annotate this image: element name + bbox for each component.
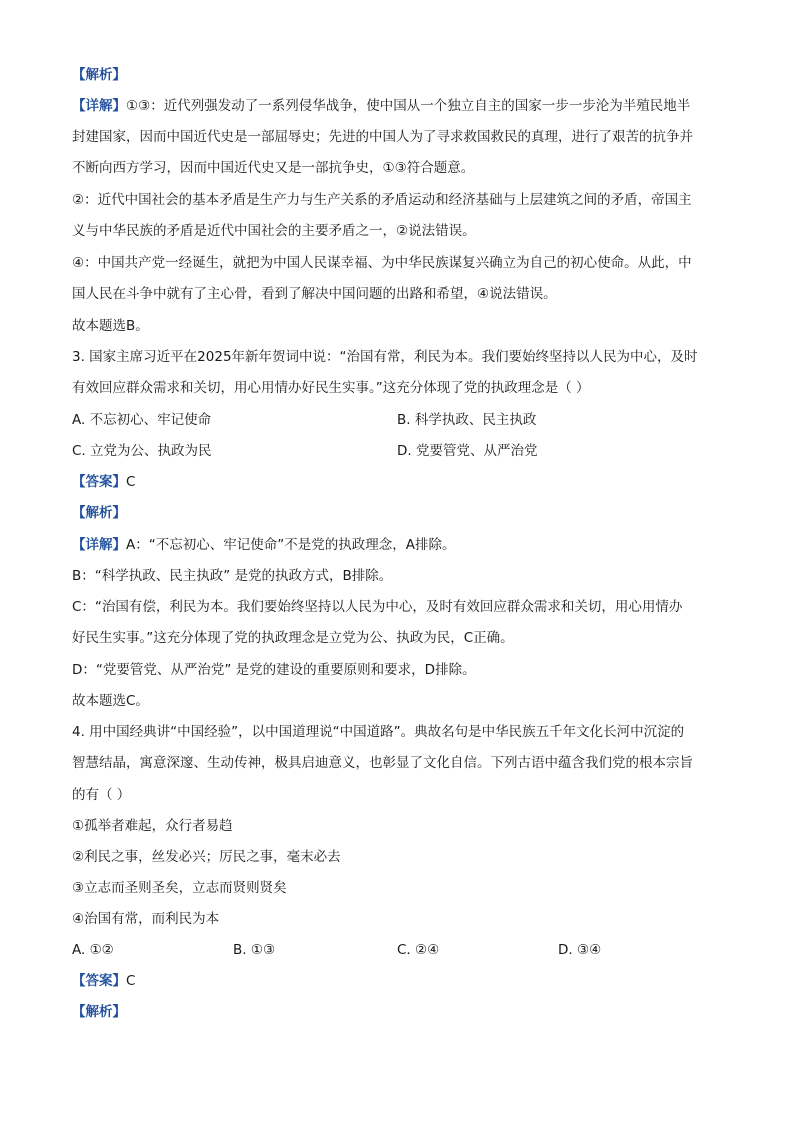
q4-item-1: ①孤举者难起，众行者易趋 (72, 818, 233, 834)
q3-detail-b: B：“科学执政、民主执政” 是党的执政方式，B排除。 (72, 568, 393, 584)
question-3-stem: 3. 国家主席习近平在2025年新年贺词中说：“治国有常，利民为本。我们要始终坚持以人民为中心，及时 (72, 349, 698, 365)
conclusion-text: 故本题选B。 (72, 318, 149, 334)
question-4-stem-cont: 智慧结晶，寓意深邃、生动传神，极具启迪意义，也彰显了文化自信。下列古语中蕴含我们党的根本宗旨 (72, 755, 693, 771)
q3-option-b: B. 科学执政、民主执政 (397, 412, 537, 428)
conclusion-text: 故本题选C。 (72, 693, 149, 709)
q3-option-a: A. 不忘初心、牢记使命 (72, 412, 212, 428)
q4-option-c: C. ②④ (397, 942, 440, 958)
q4-item-4: ④治国有常，而利民为本 (72, 911, 220, 927)
text-line: ②：近代中国社会的基本矛盾是生产力与生产关系的矛盾运动和经济基础与上层建筑之间的矛盾，帝国主 (72, 192, 692, 208)
q4-item-2: ②利民之事，丝发必兴；厉民之事，毫末必去 (72, 849, 341, 865)
q3-detail-a (72, 536, 455, 554)
text-line: 义与中华民族的矛盾是近代中国社会的主要矛盾之一，②说法错误。 (72, 223, 476, 239)
answer-value: C (126, 973, 136, 989)
q4-option-d: D. ③④ (558, 942, 602, 958)
analysis-tag: 【解析】 (72, 505, 126, 521)
question-4-stem: 4. 用中国经典讲“中国经验”，以中国道理说“中国道路”。典故名句是中华民族五千年文化长河中沉淀的 (72, 724, 685, 740)
question-3-stem-cont: 有效回应群众需求和关切，用心用情办好民生实事。”这充分体现了党的执政理念是（ ） (72, 380, 590, 396)
detail-tag: 【详解】 (72, 537, 126, 553)
q3-detail-c-cont: 好民生实事。”这充分体现了党的执政理念是立党为公、执政为民，C正确。 (72, 630, 514, 646)
q3-detail-d: D：“党要管党、从严治党” 是党的建设的重要原则和要求，D排除。 (72, 662, 476, 678)
analysis-tag: 【解析】 (72, 67, 126, 83)
q4-item-3: ③立志而圣则圣矣，立志而贤则贤矣 (72, 880, 287, 896)
question-4-stem-cont: 的有（ ） (72, 787, 131, 803)
q4-option-a: A. ①② (72, 942, 114, 958)
text-line: ④：中国共产党一经诞生，就把为中国人民谋幸福、为中华民族谋复兴确立为自己的初心使命。从此，中 (72, 255, 692, 271)
detail-tag: 【详解】 (72, 98, 126, 114)
analysis-tag: 【解析】 (72, 1004, 126, 1020)
answer-tag: 【答案】 (72, 973, 126, 989)
text-line: 封建国家，因而中国近代史是一部屈辱史；先进的中国人为了寻求救国救民的真理，进行了艰苦的抗争并 (72, 129, 693, 145)
text-line: 不断向西方学习，因而中国近代史又是一部抗争史，①③符合题意。 (72, 160, 475, 176)
answer-value: C (126, 474, 136, 490)
q4-answer (72, 972, 135, 990)
q3-option-c: C. 立党为公、执政为民 (72, 443, 212, 459)
text-line: ①③：近代列强发动了一系列侵华战争，使中国从一个独立自主的国家一步一步沦为半殖民地半 (126, 98, 691, 114)
q3-answer (72, 473, 135, 491)
q3-detail-c: C：“治国有偿，利民为本。我们要始终坚持以人民为中心，及时有效回应群众需求和关切，用心用情办 (72, 599, 683, 615)
q4-option-b: B. ①③ (233, 942, 276, 958)
answer-tag: 【答案】 (72, 474, 126, 490)
q3-option-d: D. 党要管党、从严治党 (397, 443, 538, 459)
text-line: 国人民在斗争中就有了主心骨，看到了解决中国问题的出路和希望，④说法错误。 (72, 286, 557, 302)
detail-paragraph-1 (72, 97, 690, 115)
text-line: A：“不忘初心、牢记使命”不是党的执政理念，A排除。 (126, 537, 456, 553)
